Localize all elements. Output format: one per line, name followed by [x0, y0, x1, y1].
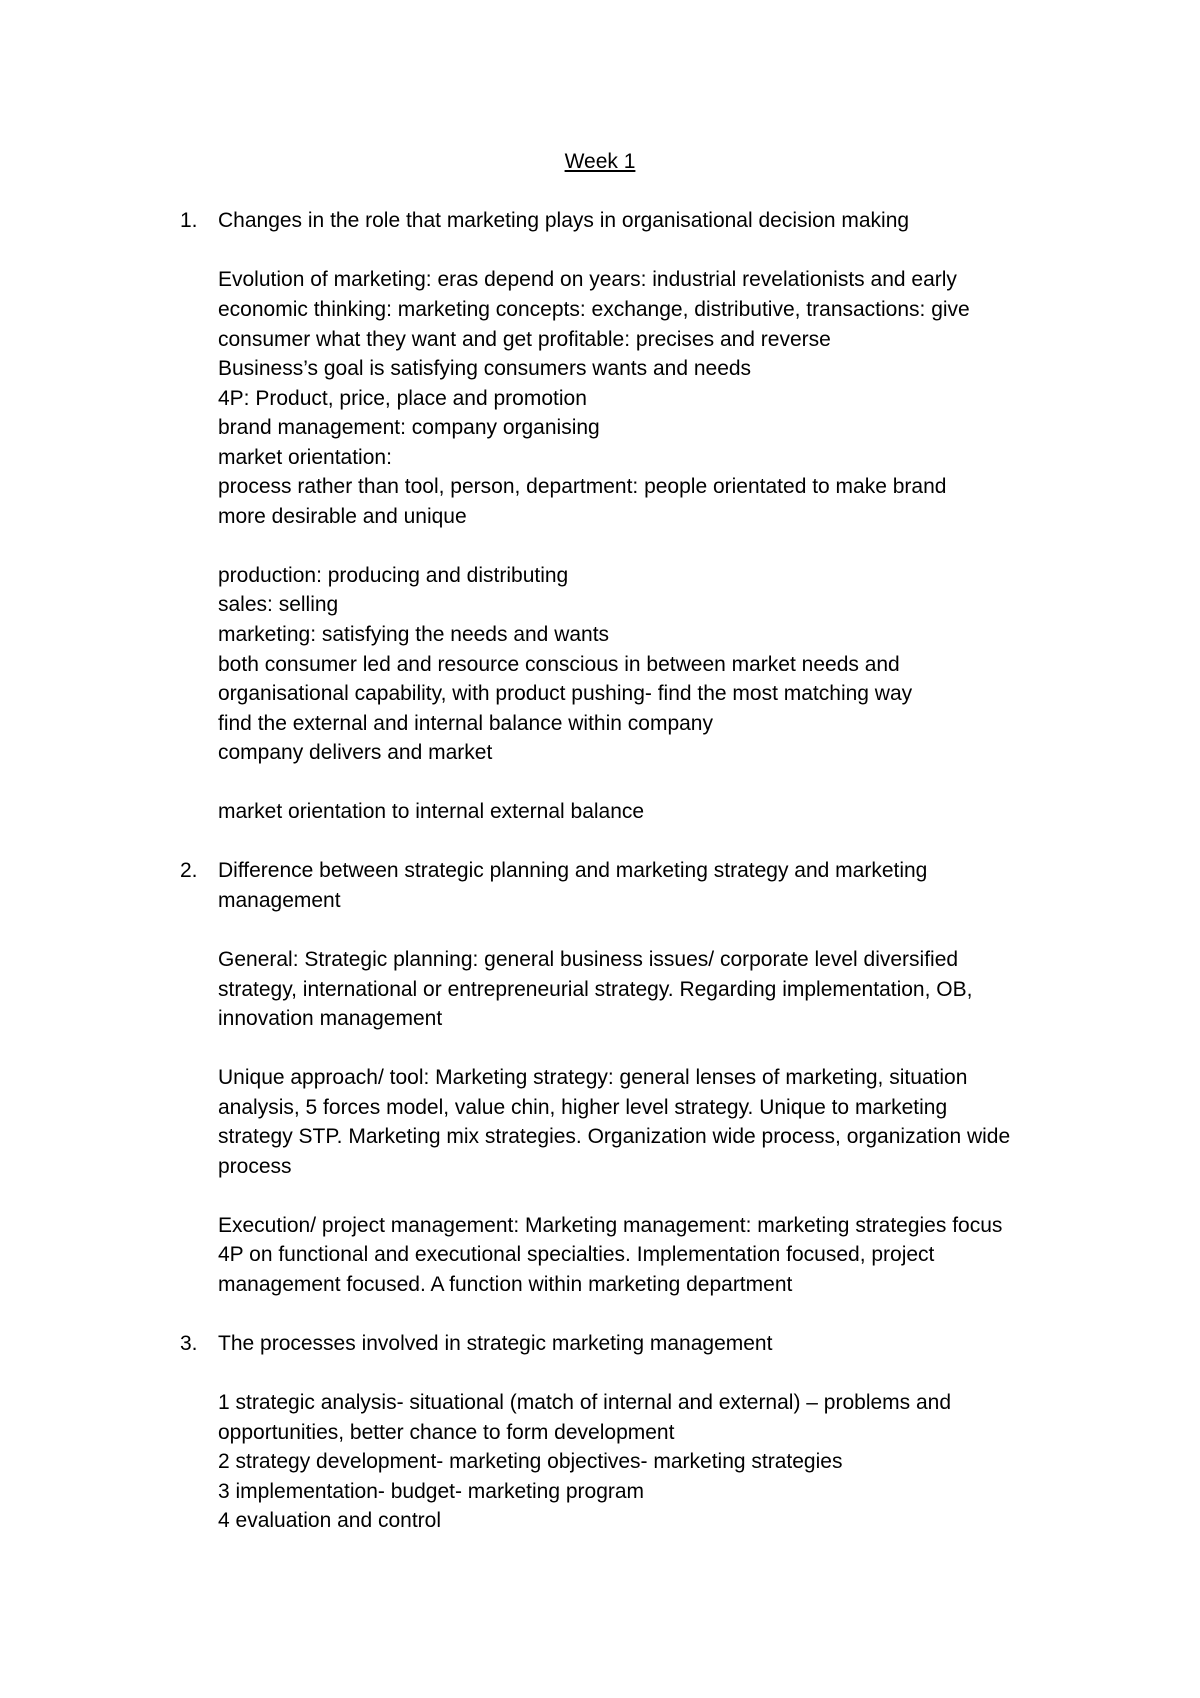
section-1-line: Evolution of marketing: eras depend on years: industrial revelationists and early	[218, 268, 957, 291]
section-1-line: both consumer led and resource conscious in between market needs and	[218, 653, 900, 676]
section-2-line: Execution/ project management: Marketing management: marketing strategies focus	[218, 1214, 1003, 1237]
section-1-heading: Changes in the role that marketing plays in organisational decision making	[218, 209, 910, 232]
section-1-line: market orientation to internal external balance	[218, 800, 645, 823]
section-2-line: strategy, international or entrepreneurial strategy. Regarding implementation, OB,	[218, 978, 973, 1001]
section-1-line: marketing: satisfying the needs and wants	[218, 623, 610, 646]
section-1-line: 4P: Product, price, place and promotion	[218, 387, 587, 410]
section-2-line: strategy STP. Marketing mix strategies. Organization wide process, organization wide	[218, 1125, 1011, 1148]
section-3-line: 3 implementation- budget- marketing program	[218, 1480, 645, 1503]
section-1-number: 1.	[180, 209, 198, 232]
section-1-line: economic thinking: marketing concepts: exchange, distributive, transactions: give	[218, 298, 970, 321]
section-2-line: process	[218, 1155, 292, 1178]
section-1-line: more desirable and unique	[218, 505, 467, 528]
section-1-line: sales: selling	[218, 593, 339, 616]
section-2-line: General: Strategic planning: general business issues/ corporate level diversified	[218, 948, 959, 971]
section-1-line: consumer what they want and get profitable: precises and reverse	[218, 328, 831, 351]
section-3-line: 2 strategy development- marketing objectives- marketing strategies	[218, 1450, 843, 1473]
section-3-line: 1 strategic analysis- situational (match of internal and external) – problems and	[218, 1391, 952, 1414]
section-1-line: organisational capability, with product pushing- find the most matching way	[218, 682, 913, 705]
section-3-heading: The processes involved in strategic marketing management	[218, 1332, 773, 1355]
section-2-line: management focused. A function within marketing department	[218, 1273, 793, 1296]
section-1-line: Business’s goal is satisfying consumers wants and needs	[218, 357, 752, 380]
section-2-line: analysis, 5 forces model, value chin, higher level strategy. Unique to marketing	[218, 1096, 948, 1119]
section-3-line: opportunities, better chance to form development	[218, 1421, 675, 1444]
page-title: Week 1	[564, 150, 636, 173]
section-2-line: innovation management	[218, 1007, 443, 1030]
section-2-line: Unique approach/ tool: Marketing strategy: general lenses of marketing, situation	[218, 1066, 968, 1089]
section-3-number: 3.	[180, 1332, 198, 1355]
section-1-line: process rather than tool, person, department: people orientated to make brand	[218, 475, 947, 498]
section-2-heading: management	[218, 889, 341, 912]
section-1-line: company delivers and market	[218, 741, 493, 764]
section-2-heading: Difference between strategic planning and marketing strategy and marketing	[218, 859, 928, 882]
section-1-line: brand management: company organising	[218, 416, 600, 439]
section-1-line: production: producing and distributing	[218, 564, 569, 587]
section-3-line: 4 evaluation and control	[218, 1509, 441, 1532]
section-1-line: market orientation:	[218, 446, 392, 469]
section-2-number: 2.	[180, 859, 198, 882]
section-1-line: find the external and internal balance within company	[218, 712, 713, 735]
section-2-line: 4P on functional and executional specialties. Implementation focused, project	[218, 1243, 935, 1266]
